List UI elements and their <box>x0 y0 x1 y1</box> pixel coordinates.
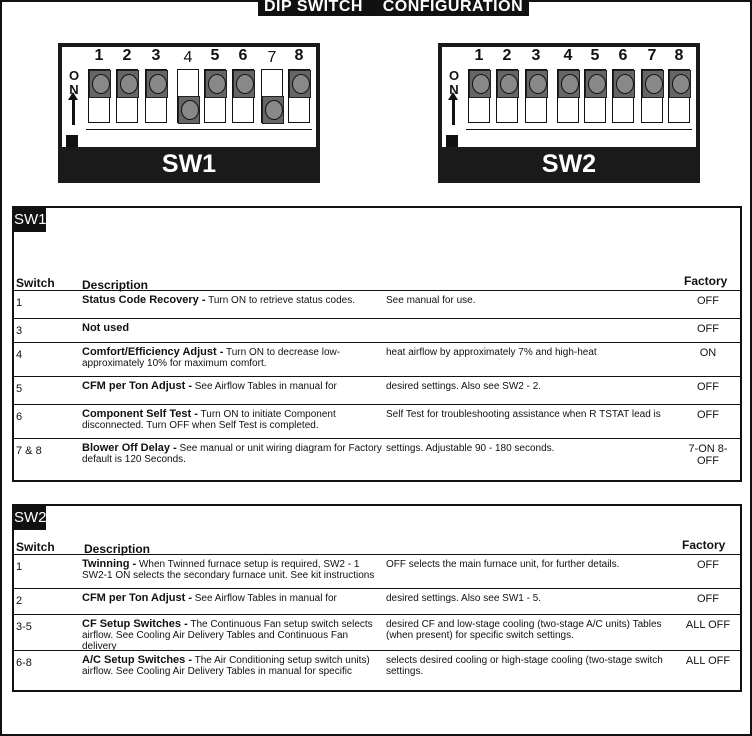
row-switch: 2 <box>16 595 23 607</box>
table-row <box>14 588 740 615</box>
row-name: CFM per Ton Adjust - <box>82 592 192 604</box>
row-text: Turn ON to initiate Component disconnected. Turn OFF when Self Test is completed. <box>82 409 336 431</box>
row-switch: 3 <box>16 325 23 337</box>
dip-panel <box>62 47 316 147</box>
row-text-continued: desired settings. Also see SW1 - 5. <box>386 593 542 604</box>
switch-number: 2 <box>122 47 132 64</box>
row-description <box>82 655 382 677</box>
switch-number: 7 <box>267 49 277 66</box>
row-name: Comfort/Efficiency Adjust - <box>82 346 224 358</box>
dip-switch-7 <box>261 49 283 123</box>
on-arrow-icon <box>72 99 75 125</box>
switch-number: 7 <box>647 47 657 64</box>
row-text-continued: OFF selects the main furnace unit, for further details. <box>386 559 620 570</box>
switch-knob <box>233 70 255 98</box>
switch-slot <box>612 69 634 123</box>
table-row <box>14 404 740 439</box>
switch-slot <box>288 69 310 123</box>
row-description <box>82 619 382 652</box>
row-description <box>82 295 382 306</box>
row-description <box>82 381 382 392</box>
switch-knob <box>89 70 111 98</box>
row-switch: 6 <box>16 411 23 423</box>
dip-switch-3 <box>145 47 161 123</box>
dip-switch-2 <box>116 47 132 123</box>
switch-number: 5 <box>210 47 220 64</box>
row-name: CFM per Ton Adjust - <box>82 380 192 392</box>
row-text-continued: heat airflow by approximately 7% and high-heat <box>386 347 597 358</box>
dip-switch-1 <box>88 47 104 123</box>
sw2-table <box>12 504 742 692</box>
switch-slot <box>496 69 518 123</box>
switch-number: 8 <box>674 47 684 64</box>
row-name: Component Self Test - <box>82 408 198 420</box>
dip-switch-5 <box>584 47 600 123</box>
marker-square-icon <box>446 135 458 147</box>
switch-number: 5 <box>590 47 600 64</box>
row-factory: OFF <box>697 593 719 605</box>
dip-switch-2 <box>496 47 512 123</box>
table-row <box>14 650 740 689</box>
dip-switch-6 <box>612 47 628 123</box>
title-bar <box>0 0 752 16</box>
dip-switch-7 <box>641 47 657 123</box>
row-switch: 4 <box>16 349 23 361</box>
row-text-continued: settings. Adjustable 90 - 180 seconds. <box>386 443 555 454</box>
switch-knob <box>262 96 284 124</box>
row-switch: 5 <box>16 383 23 395</box>
row-factory: OFF <box>697 381 719 393</box>
switch-slot <box>668 69 690 123</box>
divider <box>86 129 312 130</box>
switch-number: 6 <box>618 47 628 64</box>
row-description <box>82 559 382 581</box>
row-factory: OFF <box>697 295 719 307</box>
table-row <box>14 290 740 319</box>
on-label: O N <box>448 68 460 97</box>
dip-switch-4 <box>177 49 199 123</box>
row-description <box>82 593 382 604</box>
switch-slot <box>204 69 226 123</box>
switch-slot <box>145 69 167 123</box>
header-switch: Switch <box>16 540 55 554</box>
switch-knob <box>558 70 580 98</box>
dip-switch-sw1 <box>58 43 320 183</box>
switch-number: 1 <box>474 47 484 64</box>
switch-knob <box>178 96 200 124</box>
switch-knob <box>469 70 491 98</box>
switch-number: 3 <box>151 47 161 64</box>
row-text-continued: Self Test for troubleshooting assistance when R TSTAT lead is <box>386 409 661 420</box>
switch-slot <box>116 69 138 123</box>
switch-number: 3 <box>531 47 541 64</box>
dip-switch-1 <box>468 47 484 123</box>
row-description <box>82 323 382 334</box>
table-row <box>14 342 740 377</box>
row-factory: ON <box>699 347 717 359</box>
switch-slot <box>468 69 490 123</box>
table-row <box>14 376 740 405</box>
switch-number: 6 <box>238 47 248 64</box>
header-description: Description <box>82 278 149 292</box>
row-text: The Continuous Fan setup switch selects airflow. See Cooling Air Delivery Tables and Continuous Fan delivery <box>82 619 373 652</box>
switch-number: 4 <box>183 49 193 66</box>
row-factory: ALL OFF <box>685 619 731 631</box>
row-description <box>82 347 382 369</box>
switch-number: 8 <box>294 47 304 64</box>
switch-number: 1 <box>94 47 104 64</box>
on-label: O N <box>68 68 80 97</box>
row-factory: OFF <box>697 409 719 421</box>
row-text: See Airflow Tables in manual for <box>191 593 337 604</box>
table-row <box>14 614 740 651</box>
switch-knob <box>205 70 227 98</box>
switch-slot <box>261 69 283 123</box>
row-text: The Air Conditioning setup switch units) airflow. See Cooling Air Delivery Tables in manual for specific <box>82 655 370 677</box>
dip-panel <box>442 47 696 147</box>
dip-label: SW2 <box>541 150 597 178</box>
row-description <box>82 409 382 431</box>
switch-knob <box>289 70 311 98</box>
marker-square-icon <box>66 135 78 147</box>
sw1-table <box>12 206 742 482</box>
row-name: Not used <box>82 322 130 334</box>
switch-number: 2 <box>502 47 512 64</box>
dip-switch-8 <box>288 47 304 123</box>
row-name: A/C Setup Switches - <box>82 654 193 666</box>
table-tag: SW1 <box>14 208 46 232</box>
row-factory: OFF <box>697 323 719 335</box>
row-text: Turn ON to decrease low-approximately 10% for maximum comfort. <box>82 347 341 369</box>
dip-switch-sw2 <box>438 43 700 183</box>
row-text: See Airflow Tables in manual for <box>191 381 337 392</box>
switch-knob <box>669 70 691 98</box>
row-text-continued: See manual for use. <box>386 295 476 306</box>
dip-switch-8 <box>668 47 684 123</box>
dip-switch-6 <box>232 47 248 123</box>
switch-knob <box>146 70 168 98</box>
table-row <box>14 554 740 589</box>
table-tag: SW2 <box>14 506 46 530</box>
switch-slot <box>641 69 663 123</box>
header-factory: Factory <box>684 274 728 288</box>
switch-knob <box>117 70 139 98</box>
table-row <box>14 438 740 479</box>
row-text-continued: desired settings. Also see SW2 - 2. <box>386 381 542 392</box>
row-name: Blower Off Delay - <box>82 442 177 454</box>
row-name: CF Setup Switches - <box>82 618 188 630</box>
dip-label: SW1 <box>161 150 217 178</box>
row-description <box>82 443 382 465</box>
header-description: Description <box>84 542 151 556</box>
switch-slot <box>525 69 547 123</box>
table-row <box>14 318 740 343</box>
header-factory: Factory <box>682 538 726 552</box>
switch-knob <box>613 70 635 98</box>
row-switch: 7 & 8 <box>16 445 42 457</box>
switch-slot <box>88 69 110 123</box>
switch-knob <box>497 70 519 98</box>
divider <box>466 129 692 130</box>
row-switch: 3-5 <box>16 621 32 633</box>
switch-slot <box>232 69 254 123</box>
header-switch: Switch <box>16 276 55 290</box>
on-arrow-icon <box>452 99 455 125</box>
switch-slot <box>177 69 199 123</box>
page-title: DIP SWITCH CONFIGURATION <box>258 0 529 16</box>
row-factory: 7-ON 8-OFF <box>688 443 728 467</box>
switch-slot <box>584 69 606 123</box>
switch-knob <box>642 70 664 98</box>
row-name: Status Code Recovery - <box>82 294 206 306</box>
row-switch: 1 <box>16 561 23 573</box>
switch-knob <box>585 70 607 98</box>
row-switch: 6-8 <box>16 657 32 669</box>
dip-switch-4 <box>557 47 573 123</box>
row-text: When Twinned furnace setup is required, SW2 - 1 SW2-1 ON selects the secondary furnace unit. See kit instructions <box>82 559 375 581</box>
row-name: Twinning - <box>82 558 137 570</box>
switch-knob <box>526 70 548 98</box>
switch-slot <box>557 69 579 123</box>
row-text-continued: desired CF and low-stage cooling (two-stage A/C units) Tables (when present) for specific switch settings. <box>386 619 662 641</box>
row-factory: ALL OFF <box>685 655 731 667</box>
switch-number: 4 <box>563 47 573 64</box>
row-text-continued: selects desired cooling or high-stage cooling (two-stage switch settings. <box>386 655 663 677</box>
row-factory: OFF <box>697 559 719 571</box>
row-text: Turn ON to retrieve status codes. <box>205 295 355 306</box>
dip-switch-3 <box>525 47 541 123</box>
dip-switch-5 <box>204 47 220 123</box>
row-switch: 1 <box>16 297 23 309</box>
row-text: See manual or unit wiring diagram for Factory default is 120 Seconds. <box>82 443 382 465</box>
